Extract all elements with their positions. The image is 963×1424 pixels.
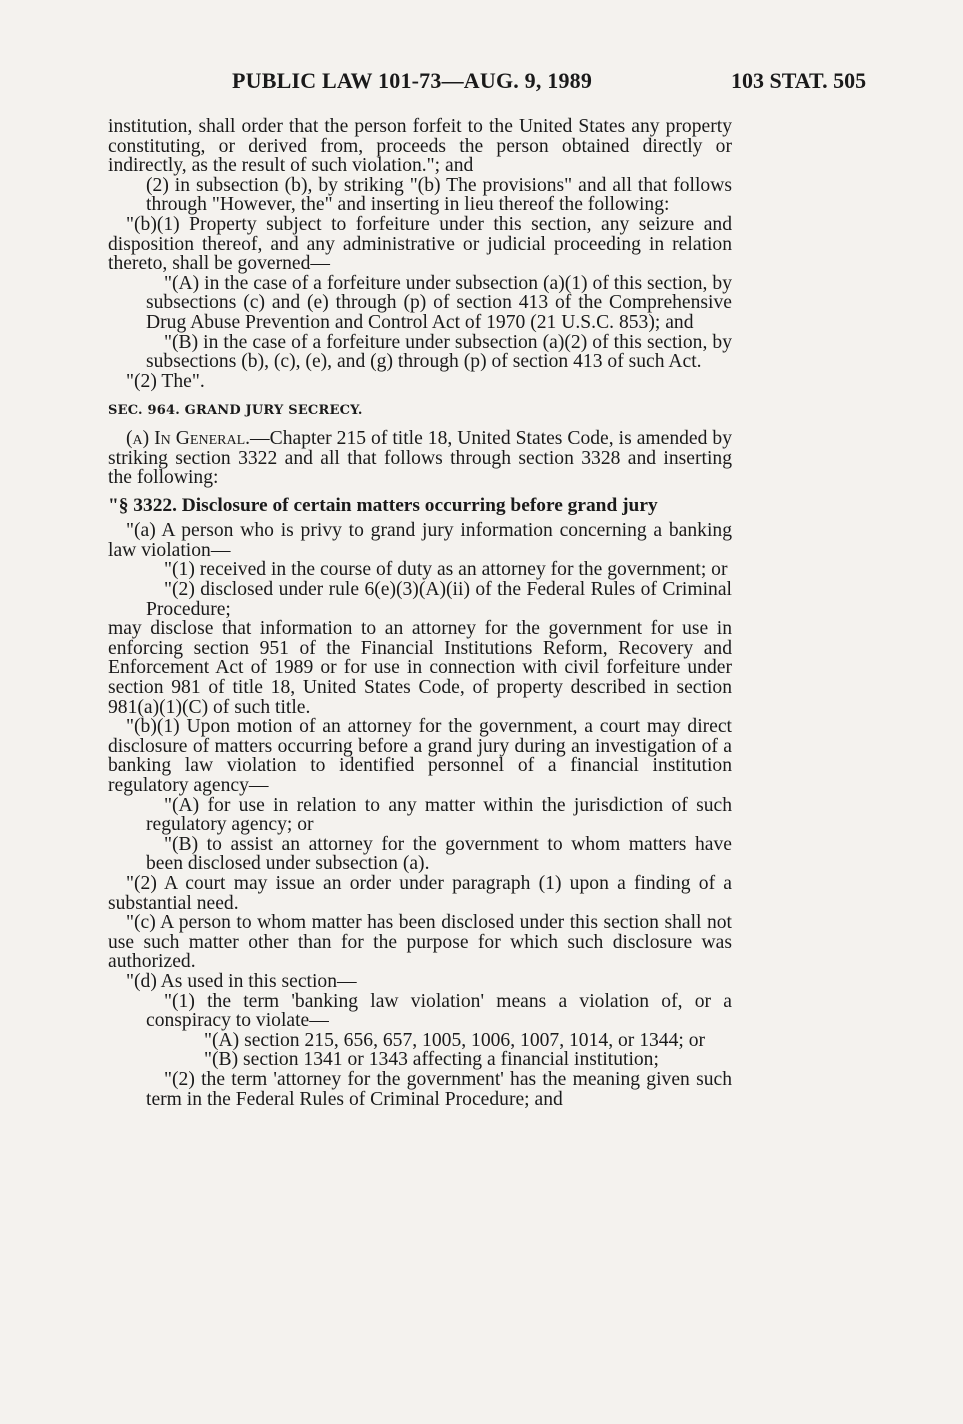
paragraph-b1-A: "(A) in the case of a forfeiture under subsection (a)(1) of this section, by subsections (c) and (e) through (p) of section 413 of the Comprehensive Drug Abuse Prevention and Control Act of 1970 (21 U.S.C. 853); and xyxy=(146,272,732,333)
in-general-text: —Chapter 215 of title 18, United States Code, is amended by striking section 3322 and all that follows through section 3328 and inserting the following: xyxy=(108,427,732,489)
paragraph-d1-A: "(A) section 215, 656, 657, 1005, 1006, 1007, 1014, or 1344; or xyxy=(204,1029,706,1051)
paragraph-amendment-2-text: (2) in subsection (b), by striking "(b) The provisions" and all that follows through "However, the" and inserting in lieu thereof the following: xyxy=(146,174,732,216)
paragraph-c: "(c) A person to whom matter has been disclosed under this section shall not use such matter other than for the purpose for which such disclosure was authorized. xyxy=(108,912,732,973)
paragraph-a1: "(1) received in the course of duty as an attorney for the government; or xyxy=(164,559,728,581)
paragraph-a2: "(2) disclosed under rule 6(e)(3)(A)(ii) of the Federal Rules of Criminal Procedure; xyxy=(146,579,732,620)
paragraph-d2: "(2) the term 'attorney for the government' has the meaning given such term in the Federal Rules of Criminal Procedure; and xyxy=(146,1068,732,1110)
paragraph-amendment-2 xyxy=(108,176,732,215)
paragraph-b1: "(b)(1) Property subject to forfeiture under this section, any seizure and disposition thereof, and any administrative or judicial proceeding in relation thereto, shall be governed— xyxy=(108,213,732,275)
running-head-title: PUBLIC LAW 101-73—AUG. 9, 1989 xyxy=(232,68,593,93)
in-general-lead: (a) In General. xyxy=(126,427,251,449)
paragraph-d: "(d) As used in this section— xyxy=(126,970,357,992)
running-head xyxy=(0,68,963,98)
paragraph-may-disclose: may disclose that information to an attorney for the government for use in enforcing section 951 of the Financial Institutions Reform, Recovery and Enforcement Act of 1989 or for use in connection with civil forfeiture under section 981 of title 18, United States Code, of property described in section 981(a)(1)(C) of such title. xyxy=(108,618,732,718)
document-body xyxy=(108,117,732,1109)
paragraph-continuation: institution, shall order that the person forfeit to the United States any property constituting, or derived from, proceeds the person obtained directly or indirectly, as the result of such violation."; and xyxy=(108,116,732,177)
paragraph-b1-B: "(B) in the case of a forfeiture under subsection (a)(2) of this section, by subsections (b), (c), (e), and (g) through (p) of section 413 of such Act. xyxy=(146,331,732,373)
paragraph-d1: "(1) the term 'banking law violation' means a violation of, or a conspiracy to violate— xyxy=(146,990,732,1032)
paragraph-b1-motion: "(b)(1) Upon motion of an attorney for the government, a court may direct disclosure of matters occurring before a grand jury during an investigation of a banking law violation to identified personnel of a financial institution regulatory agency— xyxy=(108,716,732,796)
paragraph-b1-B-assist: "(B) to assist an attorney for the government to whom matters have been disclosed under subsection (a). xyxy=(146,833,732,875)
paragraph-b2: "(2) The". xyxy=(126,370,205,392)
paragraph-b2-order: "(2) A court may issue an order under paragraph (1) upon a finding of a substantial need. xyxy=(108,872,732,914)
subsection-heading: "§ 3322. Disclosure of certain matters occurring before grand jury xyxy=(108,494,658,516)
section-heading: SEC. 964. GRAND JURY SECRECY. xyxy=(108,403,363,419)
paragraph-d1-B: "(B) section 1341 or 1343 affecting a financial institution; xyxy=(204,1049,659,1071)
paragraph-a: "(a) A person who is privy to grand jury information concerning a banking law violation— xyxy=(108,520,732,561)
statute-page-number: 103 STAT. 505 xyxy=(731,68,867,93)
paragraph-b1-A-use: "(A) for use in relation to any matter within the jurisdiction of such regulatory agency; or xyxy=(146,794,732,836)
paragraph-in-general xyxy=(108,429,732,488)
